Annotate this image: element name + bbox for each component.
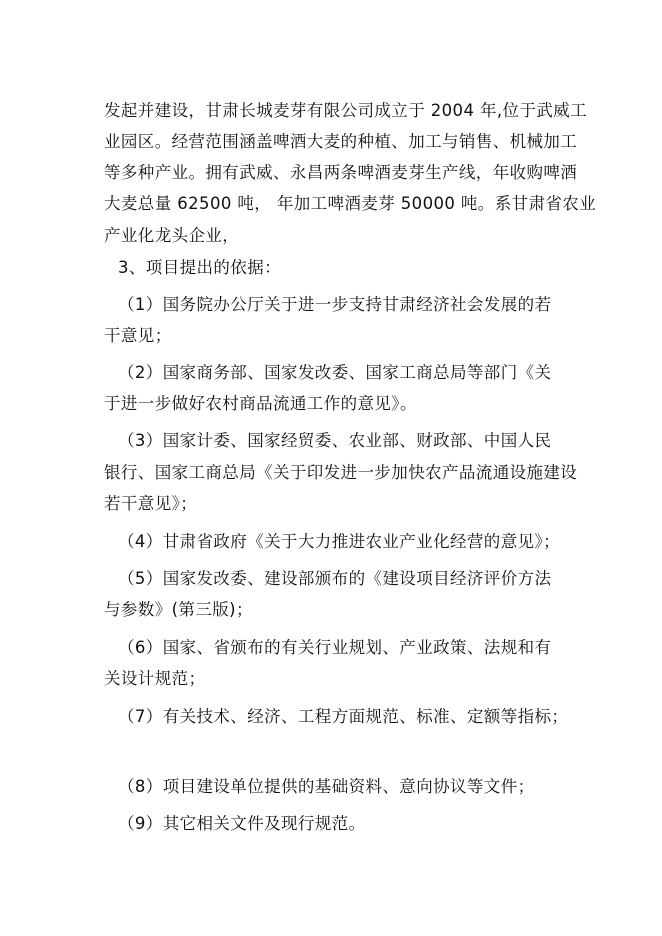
item-3-line-1: （3）国家计委、国家经贸委、农业部、财政部、中国人民	[118, 431, 552, 450]
intro-line-3: 等多种产业。拥有武威、永昌两条啤酒麦芽生产线，年收购啤酒	[104, 163, 578, 182]
item-6-line-1: （6）国家、省颁布的有关行业规划、产业政策、法规和有	[118, 638, 552, 657]
intro-line-2: 业园区。经营范围涵盖啤酒大麦的种植、加工与销售、机械加工	[104, 132, 578, 151]
item-2-line-1: （2）国家商务部、国家发改委、国家工商总局等部门《关	[118, 363, 552, 382]
intro-line-5: 产业化龙头企业，	[104, 226, 240, 245]
item-4-line-1: （4）甘肃省政府《关于大力推进农业产业化经营的意见》；	[118, 532, 561, 551]
item-1-line-2: 干意见；	[104, 326, 172, 345]
item-8-line-1: （8）项目建设单位提供的基础资料、意向协议等文件；	[118, 777, 535, 796]
item-5-line-1: （5）国家发改委、建设部颁布的《建设项目经济评价方法	[118, 569, 552, 588]
section-heading: 3、项目提出的依据：	[118, 258, 281, 277]
intro-line-1: 发起并建设，甘肃长城麦芽有限公司成立于 2004 年,位于武威工	[104, 101, 588, 120]
item-5-line-2: 与参数》(第三版)；	[104, 600, 253, 619]
item-6-line-2: 关设计规范；	[104, 669, 206, 688]
intro-line-4: 大麦总量 62500 吨， 年加工啤酒麦芽 50000 吨。系甘肃省农业	[104, 194, 597, 213]
item-7-line-1: （7）有关技术、经济、工程方面规范、标准、定额等指标；	[118, 707, 569, 726]
item-1-line-1: （1）国务院办公厅关于进一步支持甘肃经济社会发展的若	[118, 295, 552, 314]
item-2-line-2: 于进一步做好农村商品流通工作的意见》。	[104, 394, 417, 413]
item-9-line-1: （9）其它相关文件及现行规范。	[118, 814, 366, 833]
item-3-line-2: 银行、国家工商总局《关于印发进一步加快农产品流通设施建设	[104, 463, 578, 482]
item-3-line-3: 若干意见》；	[104, 494, 198, 513]
